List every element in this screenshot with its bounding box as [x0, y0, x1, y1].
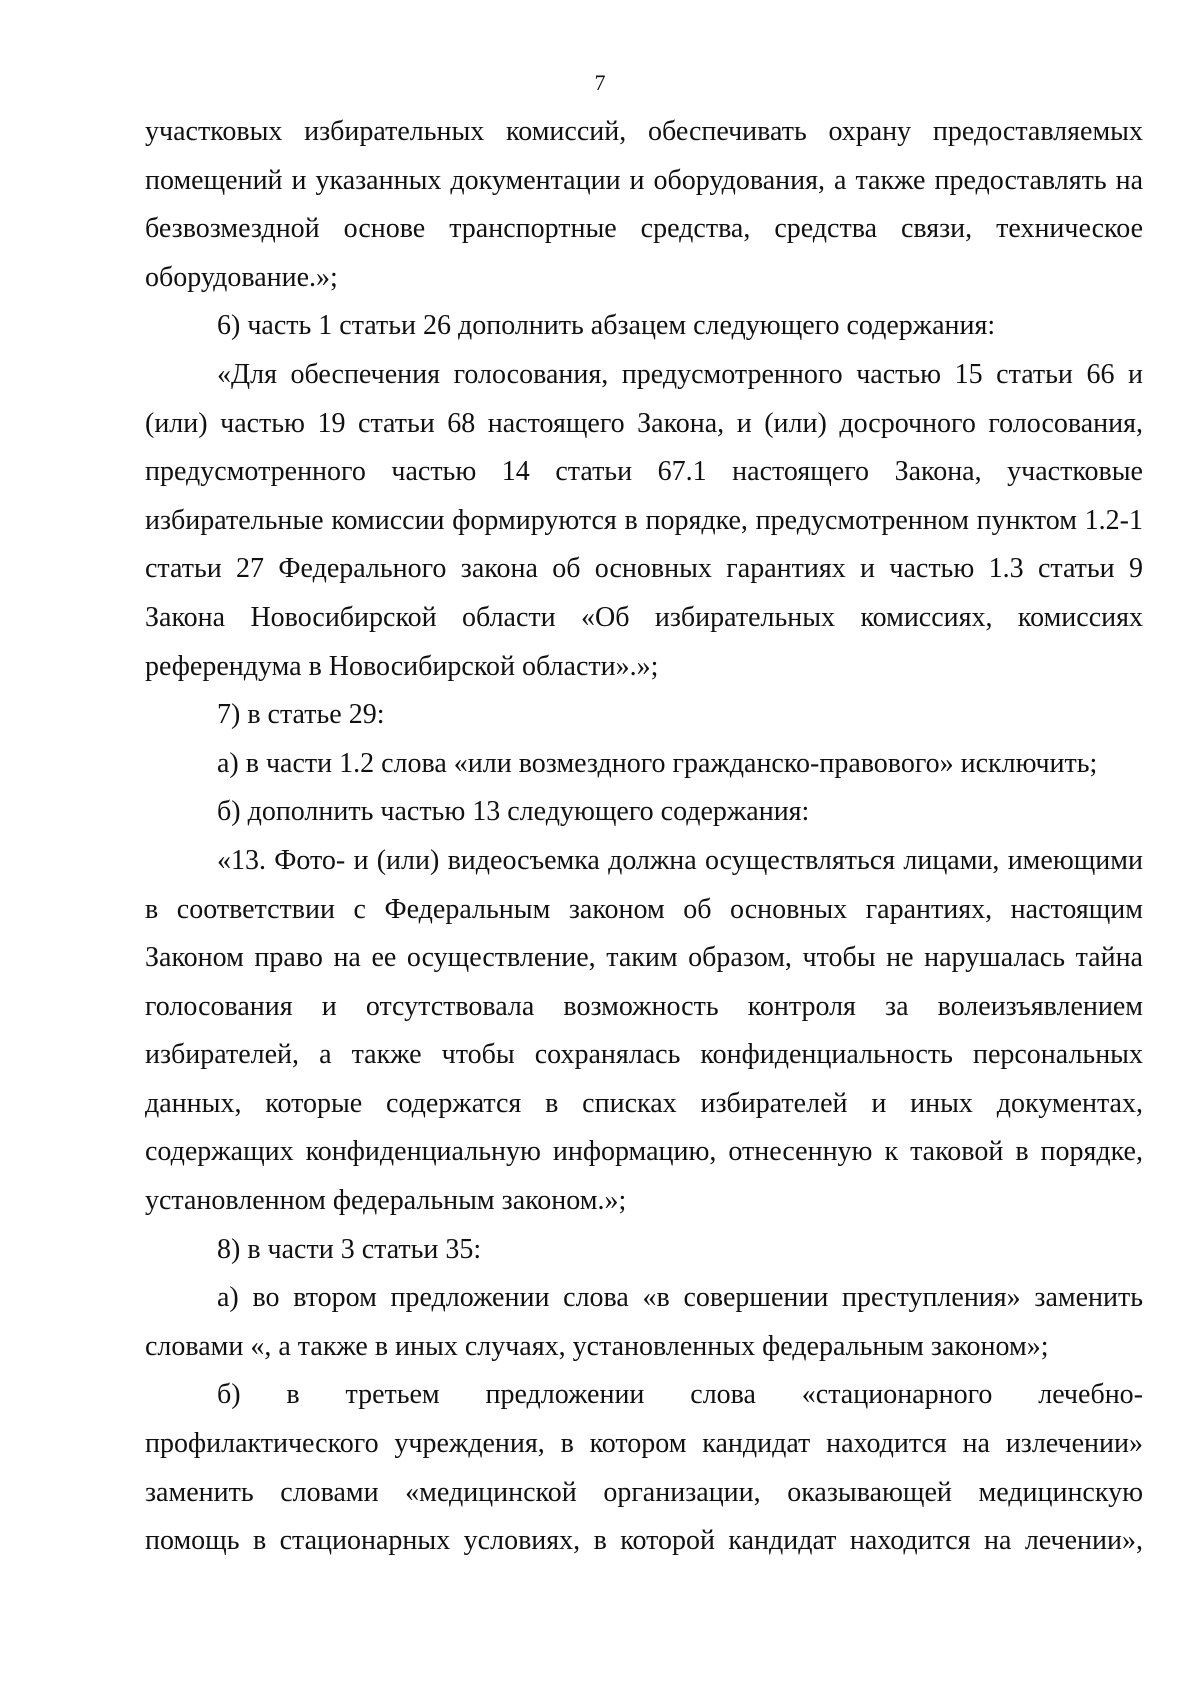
paragraph-item-7b: б) дополнить частью 13 следующего содержания:: [217, 796, 810, 828]
paragraph-item-7: 7) в статье 29:: [217, 699, 385, 731]
paragraph-item-7a: а) в части 1.2 слова «или возмездного гражданско-правового» исключить;: [217, 747, 1098, 779]
paragraph-item-8a: а) во втором предложении слова «в совершении преступления» заменить словами «, а также в иных случаях, установленных федеральным законом»;: [145, 1282, 1143, 1362]
page-number: 7: [594, 70, 606, 95]
paragraph-quote-item-13: «13. Фото- и (или) видеосъемка должна осуществляться лицами, имеющими в соответствии с Федеральным законом об основных гарантиях, настоящим Законом право на ее осуществление, таким образом, чтобы не нарушалась тайна голосования и отсутствовала возможность контроля за волеизъявлением избирателей, а также чтобы сохранялась конфиденциальность персональных данных, которые содержатся в списках избирателей и иных документах, содержащих конфиденциальную информацию, отнесенную к таковой в порядке, установленном федеральным законом.»;: [145, 844, 1143, 1217]
paragraph-continuation: участковых избирательных комиссий, обеспечивать охрану предоставляемых помещений и указанных документации и оборудования, а также предоставлять на безвозмездной основе транспортные средства, средства связи, техническое оборудование.»;: [145, 116, 1143, 293]
paragraph-item-8: 8) в части 3 статьи 35:: [217, 1233, 482, 1265]
document-body: [145, 108, 1143, 1566]
paragraph-item-6: 6) часть 1 статьи 26 дополнить абзацем следующего содержания:: [217, 310, 996, 342]
paragraph-item-8b: б) в третьем предложении слова «стационарного лечебно-профилактического учреждения, в котором кандидат находится на излечении» заменить словами «медицинской организации, оказывающей медицинскую помощь в стационарных условиях, в которой кандидат находится на лечении»,: [145, 1379, 1143, 1557]
paragraph-quote-item-6: «Для обеспечения голосования, предусмотренного частью 15 статьи 66 и (или) частью 19 статьи 68 настоящего Закона, и (или) досрочного голосования, предусмотренного частью 14 статьи 67.1 настоящего Закона, участковые избирательные комиссии формируются в порядке, предусмотренном пунктом 1.2-1 статьи 27 Федерального закона об основных гарантиях и частью 1.3 статьи 9 Закона Новосибирской области «Об избирательных комиссиях, комиссиях референдума в Новосибирской области».»;: [145, 358, 1143, 682]
